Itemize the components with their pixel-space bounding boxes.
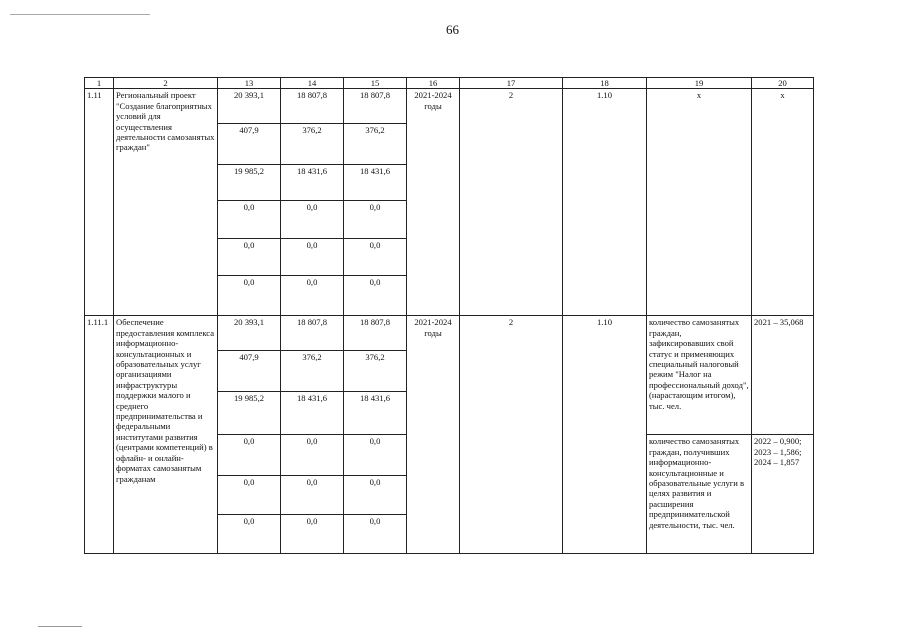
amount-cell: 0,0 — [218, 515, 281, 554]
amount-cell: 0,0 — [218, 276, 281, 316]
amount-cell: 0,0 — [344, 515, 407, 554]
table-row — [85, 316, 814, 351]
row-name: Обеспечение предоставления комплекса информационно-консультационных и образовательных услуг организациями инфраструктуры поддержки малого и среднего предпринимательства и федеральными институтами развития (центрами компетенций) в офлайн- и онлайн-форматах самозанятым гражданам — [114, 316, 218, 554]
amount-cell: 0,0 — [218, 476, 281, 515]
col20-cell: х — [752, 89, 814, 316]
column-header-row — [85, 78, 814, 89]
column-header: 18 — [563, 78, 647, 89]
amount-cell: 0,0 — [344, 201, 407, 239]
column-header: 1 — [85, 78, 114, 89]
amount-cell: 19 985,2 — [218, 165, 281, 201]
indicator-value-line: 2023 – 1,586; — [754, 446, 802, 457]
amount-cell: 0,0 — [218, 201, 281, 239]
column-header: 2 — [114, 78, 218, 89]
column-header: 19 — [647, 78, 752, 89]
amount-cell: 0,0 — [218, 239, 281, 276]
amount-cell: 18 807,8 — [281, 316, 344, 351]
amount-cell: 0,0 — [281, 435, 344, 476]
amount-cell: 376,2 — [344, 351, 407, 392]
indicator-value-cell — [752, 435, 814, 554]
column-header: 16 — [407, 78, 460, 89]
amount-cell: 20 393,1 — [218, 316, 281, 351]
amount-cell: 18 807,8 — [344, 316, 407, 351]
row-code: 1.11.1 — [85, 316, 114, 554]
amount-cell: 18 431,6 — [344, 392, 407, 435]
amount-cell: 19 985,2 — [218, 392, 281, 435]
page-number: 66 — [446, 22, 459, 37]
column-header: 13 — [218, 78, 281, 89]
amount-cell: 0,0 — [281, 476, 344, 515]
indicator-value-cell: 2021 – 35,068 — [752, 316, 814, 435]
column-header: 15 — [344, 78, 407, 89]
col17-cell: 2 — [460, 316, 563, 554]
program-table — [84, 77, 814, 554]
amount-cell: 0,0 — [344, 239, 407, 276]
amount-cell: 18 807,8 — [344, 89, 407, 124]
column-header: 17 — [460, 78, 563, 89]
col18-cell: 1.10 — [563, 316, 647, 554]
amount-cell: 0,0 — [344, 276, 407, 316]
amount-cell: 0,0 — [344, 476, 407, 515]
amount-cell: 18 431,6 — [281, 165, 344, 201]
col17-cell: 2 — [460, 89, 563, 316]
amount-cell: 18 431,6 — [344, 165, 407, 201]
amount-cell: 18 807,8 — [281, 89, 344, 124]
indicator-value-line: 2022 – 0,900; — [754, 436, 802, 447]
header-rule — [10, 14, 150, 15]
amount-cell: 20 393,1 — [218, 89, 281, 124]
col18-cell: 1.10 — [563, 89, 647, 316]
table-row — [85, 89, 814, 124]
amount-cell: 376,2 — [344, 124, 407, 165]
amount-cell: 376,2 — [281, 124, 344, 165]
row-code: 1.11 — [85, 89, 114, 316]
indicator-cell: количество самозанятых граждан, зафиксировавших свой статус и применяющих специальный налоговый режим "Налог на профессиональный доход", (нарастающим итогом), тыс. чел. — [647, 316, 752, 435]
amount-cell: 0,0 — [281, 239, 344, 276]
period-cell: 2021-2024 годы — [407, 316, 460, 554]
amount-cell: 0,0 — [281, 276, 344, 316]
column-header: 14 — [281, 78, 344, 89]
amount-cell: 0,0 — [281, 515, 344, 554]
amount-cell: 376,2 — [281, 351, 344, 392]
indicator-cell: количество самозанятых граждан, получивших информационно-консультационные и образовательные услуги в целях развития и расширения предпринимательской деятельности, тыс. чел. — [647, 435, 752, 554]
col19-cell: х — [647, 89, 752, 316]
column-header: 20 — [752, 78, 814, 89]
indicator-value-line: 2024 – 1,857 — [754, 457, 800, 468]
footer-rule — [38, 626, 82, 627]
amount-cell: 0,0 — [344, 435, 407, 476]
amount-cell: 0,0 — [281, 201, 344, 239]
amount-cell: 407,9 — [218, 124, 281, 165]
amount-cell: 0,0 — [218, 435, 281, 476]
amount-cell: 18 431,6 — [281, 392, 344, 435]
period-cell: 2021-2024 годы — [407, 89, 460, 316]
row-name: Региональный проект "Создание благоприятных условий для осуществления деятельности самозанятых граждан" — [114, 89, 218, 316]
amount-cell: 407,9 — [218, 351, 281, 392]
